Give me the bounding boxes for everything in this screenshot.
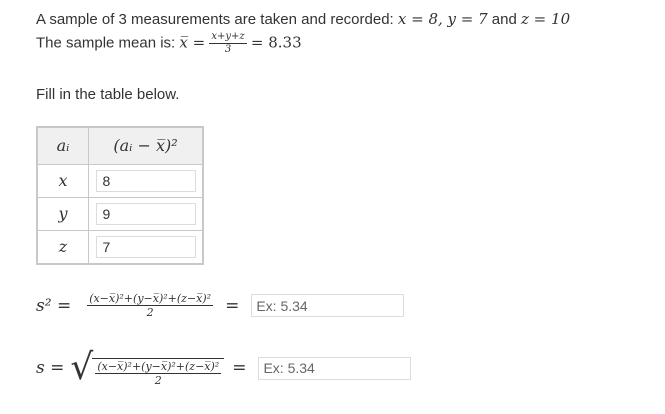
mean-text: The sample mean is: [36, 34, 180, 52]
and-text: and [487, 11, 522, 28]
problem-statement [36, 10, 570, 28]
deviation-input-y[interactable] [96, 203, 196, 225]
variance-equals: = [225, 295, 240, 316]
row-input-cell [89, 165, 204, 198]
z-math: z = 10 [521, 10, 571, 28]
stddev-denominator: 2 [154, 374, 162, 387]
values-math: x = 8, y = 7 [397, 10, 488, 28]
table-row [37, 231, 203, 265]
stddev-answer-input[interactable] [258, 357, 411, 380]
stddev-fraction [95, 361, 221, 386]
mean-result: = 8.33 [250, 33, 302, 52]
mean-fraction [209, 32, 246, 55]
mean-numerator: x+y+z [211, 31, 245, 42]
mean-denominator: 3 [224, 44, 232, 55]
variance-answer-input[interactable] [251, 294, 404, 317]
row-label: y [37, 198, 89, 231]
table-row [37, 198, 203, 231]
intro-text: A sample of 3 measurements are taken and recorded: [36, 11, 398, 28]
stddev-lhs: s = [36, 358, 65, 378]
variance-equation [36, 293, 404, 318]
row-label: z [37, 231, 89, 265]
variance-numerator: (x−x̅)²+(y−x̅)²+(z−x̅)² [89, 292, 212, 305]
deviation-table [36, 126, 204, 265]
mean-lhs: x̅ = [179, 33, 206, 52]
variance-fraction [87, 293, 213, 318]
row-input-cell [89, 231, 204, 265]
sqrt-sign-icon: √ [70, 347, 94, 388]
header-squared-deviation: (aᵢ − x̅)² [89, 127, 204, 165]
row-label: x [37, 165, 89, 198]
instruction-text: Fill in the table below. [36, 86, 180, 103]
header-ai: aᵢ [37, 127, 89, 165]
stddev-equals: = [232, 358, 247, 378]
table-row [37, 165, 203, 198]
sqrt-radical [70, 347, 224, 388]
deviation-input-x[interactable] [96, 170, 196, 192]
stddev-numerator: (x−x̅)²+(y−x̅)²+(z−x̅)² [97, 360, 220, 373]
variance-lhs: s² = [36, 295, 72, 316]
stddev-equation [36, 347, 411, 388]
table-header-row [37, 127, 203, 165]
row-input-cell [89, 198, 204, 231]
variance-denominator: 2 [146, 306, 154, 319]
deviation-input-z[interactable] [96, 236, 196, 258]
sample-mean-line [36, 32, 302, 55]
